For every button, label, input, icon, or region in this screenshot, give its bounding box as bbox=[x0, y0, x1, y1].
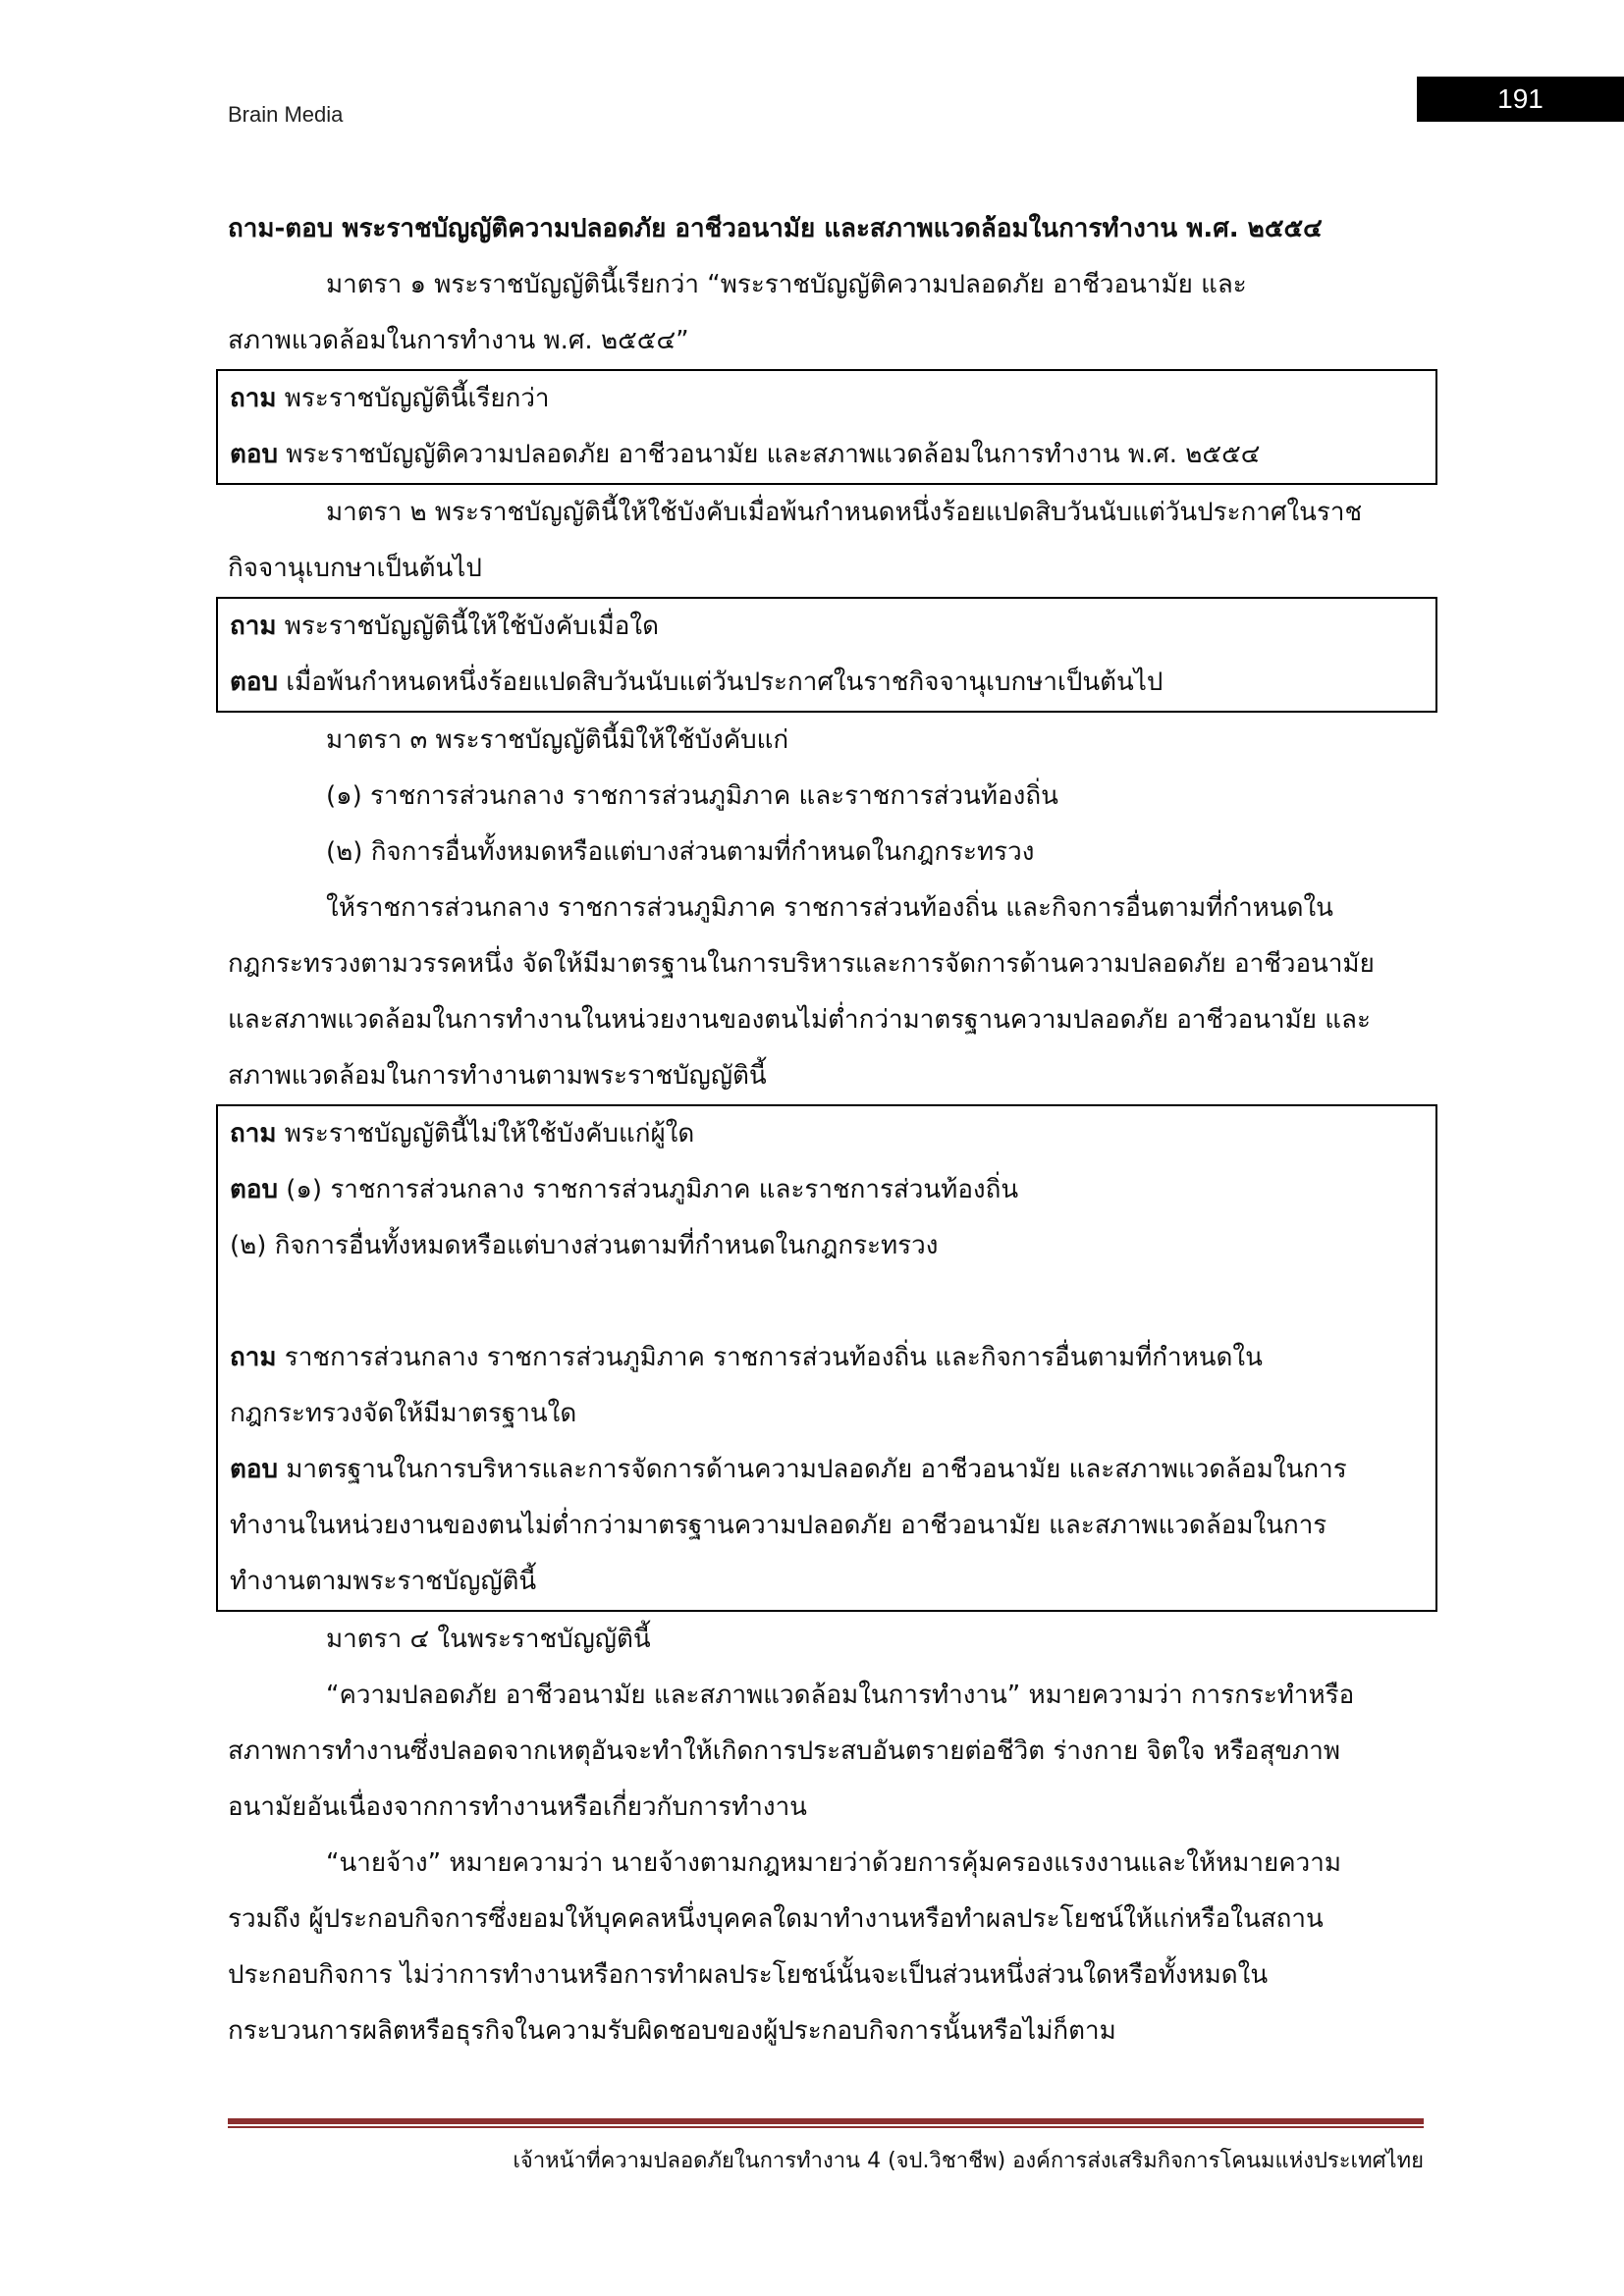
section-3-line: และสภาพแวดล้อมในการทำงานในหน่วยงานของตนไม่ต่ำกว่ามาตรฐานความปลอดภัย อาชีวอนามัย และ bbox=[228, 1005, 1371, 1035]
document-title: ถาม-ตอบ พระราชบัญญัติความปลอดภัย อาชีวอนามัย และสภาพแวดล้อมในการทำงาน พ.ศ. ๒๕๕๔ bbox=[228, 214, 1323, 243]
footer-text: เจ้าหน้าที่ความปลอดภัยในการทำงาน 4 (จป.วิชาชีพ) องค์การส่งเสริมกิจการโคนมแห่งประเทศไทย bbox=[513, 2149, 1424, 2173]
section-1-line: สภาพแวดล้อมในการทำงาน พ.ศ. ๒๕๕๔” bbox=[228, 326, 689, 355]
question: ถาม พระราชบัญญัตินี้เรียกว่า bbox=[230, 384, 550, 413]
section-3-head: มาตรา ๓ พระราชบัญญัตินี้มิให้ใช้บังคับแก่ bbox=[326, 725, 789, 755]
section-2-line: มาตรา ๒ พระราชบัญญัตินี้ให้ใช้บังคับเมื่อพ้นกำหนดหนึ่งร้อยแปดสิบวันนับแต่วันประกาศในราช bbox=[326, 498, 1363, 527]
qa-box-3 bbox=[216, 1104, 1437, 1612]
section-4-head: มาตรา ๔ ในพระราชบัญญัตินี้ bbox=[326, 1625, 651, 1654]
section-4-line: รวมถึง ผู้ประกอบกิจการซึ่งยอมให้บุคคลหนึ่งบุคคลใดมาทำงานหรือทำผลประโยชน์ให้แก่หรือในสถาน bbox=[228, 1904, 1324, 1934]
brand-label: Brain Media bbox=[228, 102, 344, 127]
section-4-line: “ความปลอดภัย อาชีวอนามัย และสภาพแวดล้อมในการทำงาน” หมายความว่า การกระทำหรือ bbox=[326, 1681, 1355, 1710]
section-3-line: กฎกระทรวงตามวรรคหนึ่ง จัดให้มีมาตรฐานในการบริหารและการจัดการด้านความปลอดภัย อาชีวอนามัย bbox=[228, 949, 1375, 979]
section-1-line: มาตรา ๑ พระราชบัญญัตินี้เรียกว่า “พระราชบัญญัติความปลอดภัย อาชีวอนามัย และ bbox=[326, 270, 1247, 299]
section-4-line: ประกอบกิจการ ไม่ว่าการทำงานหรือการทำผลประโยชน์นั้นจะเป็นส่วนหนึ่งส่วนใดหรือทั้งหมดใน bbox=[228, 1960, 1269, 1990]
answer-cont: ทำงานตามพระราชบัญญัตินี้ bbox=[230, 1567, 537, 1596]
qa-box-1 bbox=[216, 369, 1437, 485]
section-4-line: สภาพการทำงานซึ่งปลอดจากเหตุอันจะทำให้เกิดการประสบอันตรายต่อชีวิต ร่างกาย จิตใจ หรือสุขภาพ bbox=[228, 1736, 1341, 1766]
footer-divider-thin bbox=[228, 2126, 1424, 2128]
answer: ตอบ (๑) ราชการส่วนกลาง ราชการส่วนภูมิภาค และราชการส่วนท้องถิ่น bbox=[230, 1175, 1019, 1204]
section-4-line: อนามัยอันเนื่องจากการทำงานหรือเกี่ยวกับการทำงาน bbox=[228, 1792, 807, 1822]
answer: ตอบ พระราชบัญญัติความปลอดภัย อาชีวอนามัย และสภาพแวดล้อมในการทำงาน พ.ศ. ๒๕๕๔ bbox=[230, 440, 1261, 469]
footer-divider bbox=[228, 2118, 1424, 2124]
document-body bbox=[228, 201, 1424, 2059]
question: ถาม พระราชบัญญัตินี้ไม่ให้ใช้บังคับแก่ผู้ใด bbox=[230, 1119, 695, 1148]
answer: ตอบ เมื่อพ้นกำหนดหนึ่งร้อยแปดสิบวันนับแต่วันประกาศในราชกิจจานุเบกษาเป็นต้นไป bbox=[230, 667, 1164, 697]
question: ถาม พระราชบัญญัตินี้ให้ใช้บังคับเมื่อใด bbox=[230, 612, 659, 641]
qa-box-2 bbox=[216, 597, 1437, 713]
page-number: 191 bbox=[1417, 77, 1624, 122]
question-cont: กฎกระทรวงจัดให้มีมาตรฐานใด bbox=[230, 1399, 577, 1428]
section-4-line: กระบวนการผลิตหรือธุรกิจในความรับผิดชอบของผู้ประกอบกิจการนั้นหรือไม่ก็ตาม bbox=[228, 2016, 1116, 2046]
section-2-line: กิจจานุเบกษาเป็นต้นไป bbox=[228, 554, 482, 583]
section-3-item: (๒) กิจการอื่นทั้งหมดหรือแต่บางส่วนตามที่กำหนดในกฎกระทรวง bbox=[326, 837, 1035, 867]
answer: ตอบ มาตรฐานในการบริหารและการจัดการด้านความปลอดภัย อาชีวอนามัย และสภาพแวดล้อมในการ bbox=[230, 1455, 1347, 1484]
question: ถาม ราชการส่วนกลาง ราชการส่วนภูมิภาค ราชการส่วนท้องถิ่น และกิจการอื่นตามที่กำหนดใน bbox=[230, 1343, 1263, 1372]
section-3-item: (๑) ราชการส่วนกลาง ราชการส่วนภูมิภาค และราชการส่วนท้องถิ่น bbox=[326, 781, 1058, 811]
answer-cont: (๒) กิจการอื่นทั้งหมดหรือแต่บางส่วนตามที่กำหนดในกฎกระทรวง bbox=[230, 1231, 939, 1260]
answer-cont: ทำงานในหน่วยงานของตนไม่ต่ำกว่ามาตรฐานความปลอดภัย อาชีวอนามัย และสภาพแวดล้อมในการ bbox=[230, 1511, 1327, 1540]
section-4-line: “นายจ้าง” หมายความว่า นายจ้างตามกฎหมายว่าด้วยการคุ้มครองแรงงานและให้หมายความ bbox=[326, 1848, 1341, 1878]
section-3-line: สภาพแวดล้อมในการทำงานตามพระราชบัญญัตินี้ bbox=[228, 1061, 767, 1091]
section-3-line: ให้ราชการส่วนกลาง ราชการส่วนภูมิภาค ราชการส่วนท้องถิ่น และกิจการอื่นตามที่กำหนดใน bbox=[326, 893, 1333, 923]
